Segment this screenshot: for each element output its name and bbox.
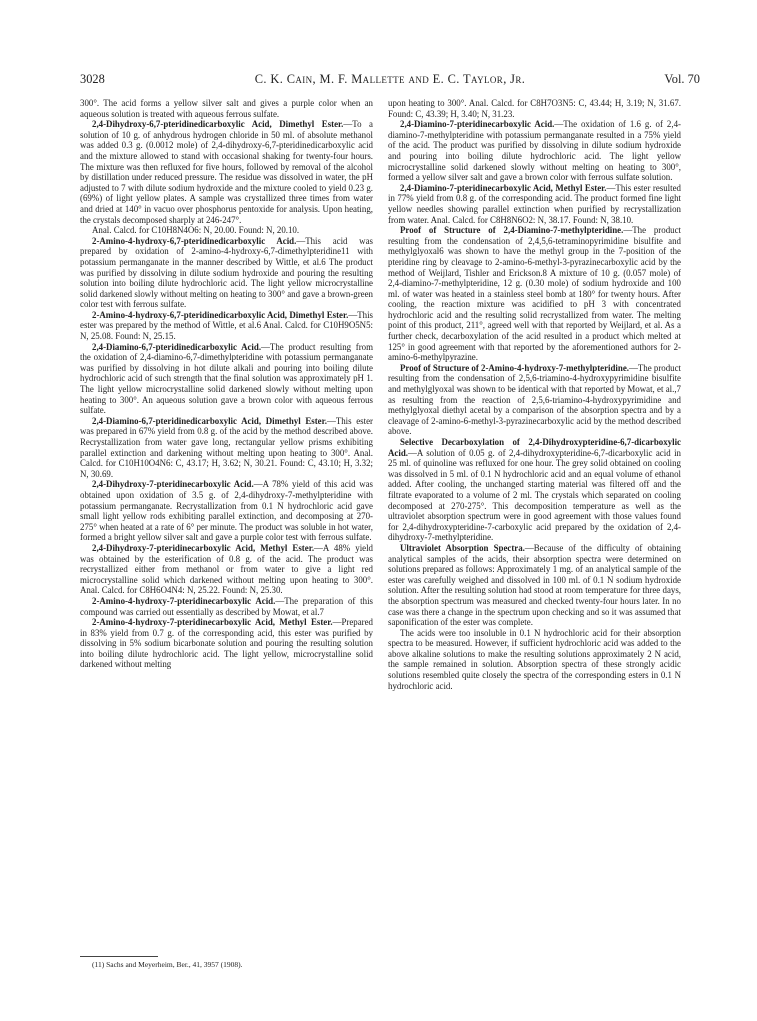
paragraph — [80, 98, 373, 119]
footnote: (11) Sachs and Meyerheim, Ber., 41, 3957 (1908). — [92, 960, 243, 969]
paragraph — [80, 596, 373, 617]
volume-label: Vol. 70 — [664, 72, 700, 86]
paragraph — [80, 342, 373, 416]
paragraph — [388, 437, 681, 543]
paragraph-text: —A 78% yield of this acid was obtained upon oxidation of 3.5 g. of 2,4-dihydroxy-7-methylpteridine with potassium permanganate. Recrystallization from 0.1 N hydrochloric acid gave small light yellow rods exhibiting parallel extinction, and decomposing at 270-275° when heated at a rate of 6° per minute. The product was soluble in hot water, formed a bright yellow silver salt and gave a purple color test with ferrous sulfate. — [80, 479, 373, 543]
paragraph-text: —A 48% yield was obtained by the esterification of 0.8 g. of the acid. The product was recrystallized either from methanol or from water to give a light red microcrystalline solid which darkened without melting upon heating to 300°. Anal. Calcd. for C8H6O4N4: N, 25.22. Found: N, 25.30. — [80, 542, 373, 596]
footnote-rule — [80, 956, 158, 957]
section-heading: 2,4-Dihydroxy-7-pteridinecarboxylic Acid. — [92, 479, 254, 490]
paragraph — [80, 236, 373, 310]
section-heading: 2,4-Dihydroxy-7-pteridinecarboxylic Acid, Methyl Ester. — [92, 542, 315, 553]
paragraph — [80, 543, 373, 596]
section-heading: 2-Amino-4-hydroxy-7-pteridinecarboxylic Acid, Methyl Ester. — [92, 617, 333, 628]
section-heading: 2,4-Diamino-6,7-pteridinedicarboxylic Acid. — [92, 341, 262, 352]
paragraph-text: The acids were too insoluble in 0.1 N hydrochloric acid for their absorption spectra to be measured. However, if sufficient hydrochloric acid was added to the above alkaline solutions to make the resulting solutions approximately 2 N acid, the sample remained in solution. Absorption spectra of these strongly acidic solutions resembled quite closely the spectra of the corresponding esters in 0.1 N hydrochloric acid. — [388, 627, 681, 691]
paragraph-text: 300°. The acid forms a yellow silver salt and gives a purple color when an aqueous solution is treated with aqueous ferrous sulfate. — [80, 98, 373, 119]
paragraph-text: —The product resulting from the condensation of 2,4,5,6-tetraminopyrimidine bisulfite and methylglyoxal6 was shown to have the methyl group in the 7-position of the pteridine ring by cleavage to 2-amino-6-methyl-3-pyrazinecarboxylic acid by the method of Weijlard, Tishler and Erickson.8 A mixture of 10 g. (0.057 mole) of 2,4-diamino-7-methylpteridine, 12 g. (0.30 mole) of sodium hydroxide and 100 ml. of water was heated in a stainless steel bomb at 180° for twenty hours. After cooling, the reaction mixture was acidified to pH 3 with concentrated hydrochloric acid and the resulting solid recrystallized from water. The melting point of this product, 211°, agreed well with that reported by Weijlard, et al. As a further check, decarboxylation of the acid resulted in a product which melted at 125° in good agreement with that reported by the aforementioned authors for 2-amino-6-methylpyrazine. — [388, 225, 681, 363]
paragraph — [80, 617, 373, 670]
paragraph-text: —The product resulting from the oxidation of 2,4-diamino-6,7-dimethylpteridine with potassium permanganate was purified by dissolving in hot dilute alkali and pouring into boiling dilute hydrochloric acid of such strength that the final solution was approximately pH 1. The light yellow microcrystalline solid darkened slowly without melting upon heating to 300°. An aqueous solution gave a brown color with aqueous ferrous sulfate. — [80, 341, 373, 416]
paragraph — [388, 98, 681, 119]
section-heading: 2,4-Diamino-6,7-pteridinedicarboxylic Acid, Dimethyl Ester. — [92, 415, 327, 426]
paragraph-text: —The oxidation of 1.6 g. of 2,4-diamino-7-methylpteridine with potassium permanganate resulted in a 75% yield of the acid. The product was purified by dissolving in dilute sodium hydroxide and pouring into boiling dilute hydrochloric acid. The light yellow microcrystalline solid darkened slowly without melting on heating to 300°, formed a yellow silver salt and gave a brown color with ferrous sulfate solution. — [388, 119, 681, 183]
section-heading: 2,4-Diamino-7-pteridinecarboxylic Acid. — [400, 119, 555, 130]
running-header-authors: C. K. Cain, M. F. Mallette and E. C. Taylor, Jr. — [254, 72, 526, 86]
right-text-column — [388, 98, 681, 691]
paragraph-text: —To a solution of 10 g. of anhydrous hydrogen chloride in 50 ml. of absolute methanol was added 0.3 g. (0.0012 mole) of 2,4-dihydroxy-6,7-pteridinedicarboxylic acid and the mixture allowed to stand with occasional shaking for twenty-four hours. The mixture was then refluxed for five hours, followed by removal of the alcohol by distillation under reduced pressure. The residue was dissolved in water, the pH adjusted to 7 with dilute sodium hydroxide and the mixture cooled to yield 0.23 g. (69%) of light yellow plates. A sample was crystallized three times from water and dried at 140° in vacuo over phosphorus pentoxide for analysis. Upon heating, the crystals decomposed sharply at 246-247°. — [80, 119, 373, 225]
section-heading: Proof of Structure of 2,4-Diamino-7-methylpteridine. — [400, 225, 624, 236]
running-header — [80, 72, 700, 90]
paragraph-text: —The product resulting from the condensation of 2,5,6-triamino-4-hydroxypyrimidine bisulfite and methylglyoxal was shown to be identical with that reported by Mowat, et al.,7 as resulting from the reaction of 2,5,6-triamino-4-hydroxypyrimidine and methylglyoxal diethyl acetal by a comparison of the absorption spectra and by a cleavage of 2-amino-6-methyl-3-pyrazinecarboxylic acid by the method described above. — [388, 362, 682, 437]
page-number: 3028 — [80, 72, 105, 86]
paragraph — [388, 119, 681, 183]
paragraph — [388, 628, 681, 692]
paragraph-text: —Prepared in 83% yield from 0.7 g. of the corresponding acid, this ester was purified by dissolving in 5% sodium bicarbonate solution and pouring the resulting solution into boiling dilute hydrochloric acid. The light yellow, microcrystalline solid darkened without melting — [80, 617, 373, 670]
paragraph — [388, 363, 681, 437]
paragraph-text: —A solution of 0.05 g. of 2,4-dihydroxypteridine-6,7-dicarboxylic acid in 25 ml. of quinoline was refluxed for one hour. The grey solid obtained on cooling was dissolved in 5 ml. of 0.1 N hydrochloric acid and an equal volume of ethanol added. After cooling, the unchanged starting material was filtered off and the filtrate evaporated to a volume of 2 ml. The crystals which separated on cooling decomposed at 270-275°. This decomposition temperature as well as the ultraviolet absorption spectrum were in good agreement with those values found for 2,4-dihydroxypteridine-7-carboxylic acid prepared by the oxidation of 2,4-dihydroxy-7-methylpteridine. — [388, 447, 681, 543]
paragraph-text: —This ester was prepared in 67% yield from 0.8 g. of the acid by the method described above. Recrystallization from water gave long, rectangular yellow prisms exhibiting parallel extinction and darkening without melting upon heating to 300°. Anal. Calcd. for C10H10O4N6: C, 43.17; H, 3.62; N, 30.21. Found: C, 43.10; H, 3.32; N, 30.69. — [80, 415, 373, 479]
paragraph-text: upon heating to 300°. Anal. Calcd. for C8H7O3N5: C, 43.44; H, 3.19; N, 31.67. Found: C, 43.39; H, 3.40; N, 31.23. — [388, 98, 681, 119]
paragraph — [388, 543, 681, 628]
paragraph — [80, 310, 373, 342]
paragraph-text: —This ester resulted in 77% yield from 0.8 g. of the corresponding acid. The product formed fine light yellow needles showing parallel extinction when purified by recrystallization from water. Anal. Calcd. for C8H8N6O2: N, 38.17. Found: N, 38.10. — [388, 182, 681, 225]
section-heading: 2-Amino-4-hydroxy-6,7-pteridinedicarboxylic Acid, Dimethyl Ester. — [92, 309, 349, 320]
section-heading: 2,4-Diamino-7-pteridinecarboxylic Acid, Methyl Ester. — [400, 182, 607, 193]
paragraph-text: —This ester was prepared by the method of Wittle, et al.6 Anal. Calcd. for C10H9O5N5: N, 25.08. Found: N, 25.15. — [80, 309, 373, 342]
section-heading: Selective Decarboxylation of 2,4-Dihydroxypteridine-6,7-dicarboxylic Acid. — [388, 437, 681, 458]
paragraph — [80, 119, 373, 225]
section-heading: 2-Amino-4-hydroxy-7-pteridinecarboxylic Acid. — [92, 595, 276, 606]
paragraph-text: —This acid was prepared by oxidation of 2-amino-4-hydroxy-6,7-dimethylpteridine11 with potassium permanganate in the manner described by Wittle, et al.6 The product was purified by dissolving in dilute sodium hydroxide and pouring the resulting solution into boiling dilute hydrochloric acid. The light yellow microcrystalline solid darkened slowly without melting on heating to 300° and gave a brown-green color test with ferrous sulfate. — [80, 235, 373, 310]
paragraph — [388, 183, 681, 225]
section-heading: Proof of Structure of 2-Amino-4-hydroxy-7-methylpteridine. — [400, 362, 629, 373]
paragraph — [80, 479, 373, 543]
paragraph-text: —The preparation of this compound was carried out essentially as described by Mowat, et al.7 — [80, 595, 373, 617]
left-text-column — [80, 98, 373, 670]
paragraph — [80, 416, 373, 480]
section-heading: Ultraviolet Absorption Spectra. — [400, 542, 525, 553]
section-heading: 2,4-Dihydroxy-6,7-pteridinedicarboxylic Acid, Dimethyl Ester. — [92, 119, 344, 130]
paragraph-text: Anal. Calcd. for C10H8N4O6: N, 20.00. Found: N, 20.10. — [92, 225, 300, 236]
paragraph — [388, 225, 681, 363]
paragraph-text: —Because of the difficulty of obtaining analytical samples of the acids, their absorption spectra were determined on solutions prepared as follows: Approximately 1 mg. of an analytical sample of the ester was carefully weighed and dissolved in 100 ml. of 0.1 N sodium hydroxide solution. After the resulting solution had stood at room temperature for three days, the absorption spectrum was measured and checked twenty-four hours later. In no case was there a change in the spectrum upon checking and so it was assumed that saponification of the ester was complete. — [388, 542, 681, 628]
section-heading: 2-Amino-4-hydroxy-6,7-pteridinedicarboxylic Acid. — [92, 235, 297, 246]
paragraph — [80, 225, 373, 236]
